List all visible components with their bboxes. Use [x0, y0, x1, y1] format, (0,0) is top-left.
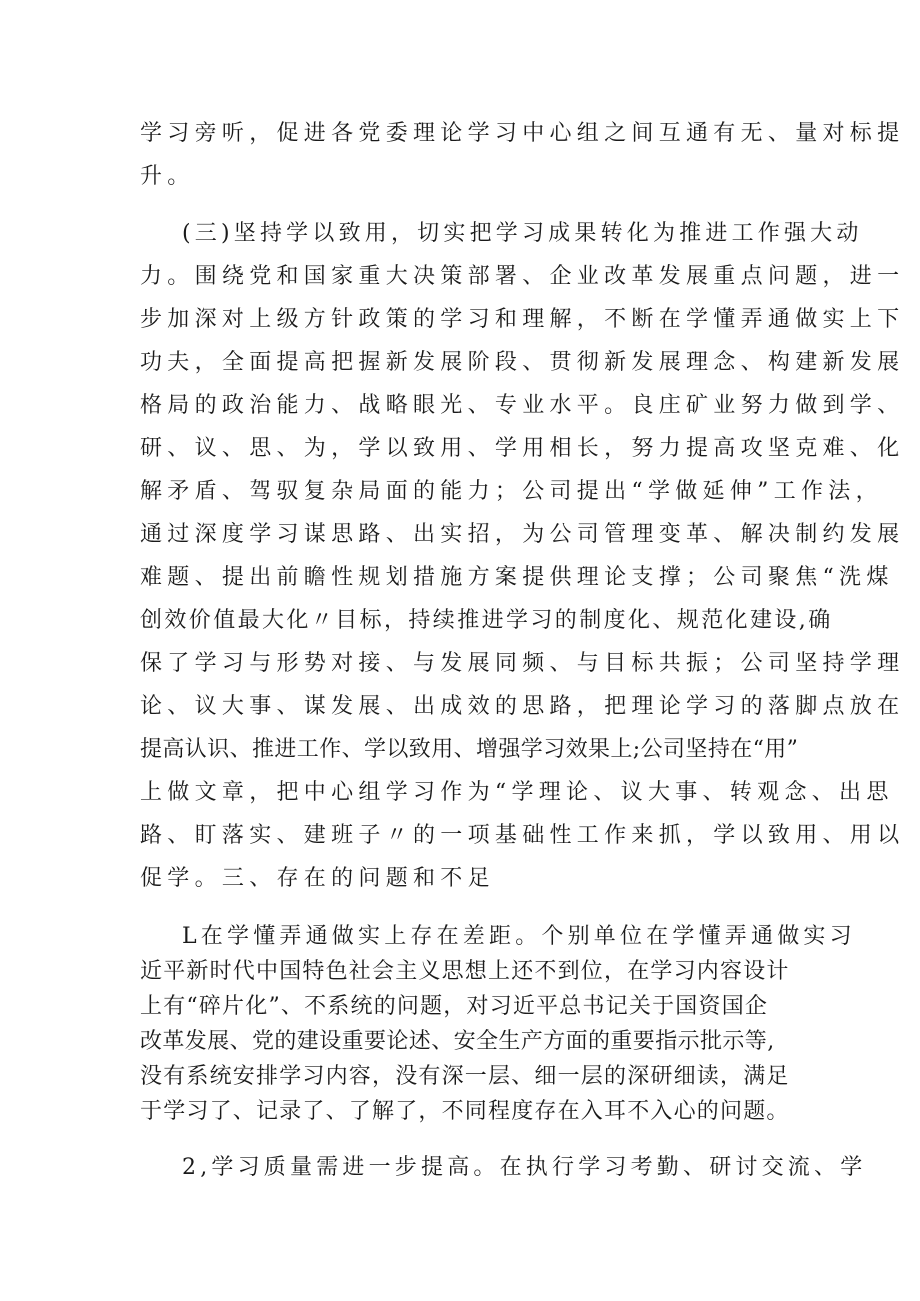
text-line: L在学懂弄通做实上存在差距。个别单位在学懂弄通做实习 [182, 924, 856, 949]
text-line: 升。 [140, 164, 195, 189]
text-line: 学习旁听，促进各党委理论学习中心组之间互通有无、量对标提 [140, 121, 905, 146]
text-line: 路、盯落实、建班子〃的一项基础性工作来抓，学以致用、用以 [140, 823, 905, 848]
text-line: 近平新时代中国特色社会主义思想上还不到位，在学习内容设计 [140, 959, 790, 984]
text-line: 上做文章，把中心组学习作为“学理论、议大事、转观念、出思 [140, 780, 894, 805]
text-line: 难题、提出前瞻性规划措施方案提供理论支撑；公司聚焦“洗煤 [140, 565, 894, 590]
text-line: 研、议、思、为，学以致用、学用相长，努力提高攻坚克难、化 [140, 436, 905, 461]
text-line: 改革发展、党的建设重要论述、安全生产方面的重要指示批示等, [140, 1029, 775, 1054]
text-line: 步加深对上级方针政策的学习和理解，不断在学懂弄通做实上下 [140, 307, 905, 332]
text-line: 提高认识、推进工作、学以致用、增强学习效果上;公司坚持在“用” [140, 737, 799, 762]
text-line: 格局的政治能力、战略眼光、专业水平。良庄矿业努力做到学、 [140, 393, 905, 418]
text-line: 功夫，全面提高把握新发展阶段、贯彻新发展理念、构建新发展 [140, 350, 905, 375]
text-line: 促学。三、存在的问题和不足 [140, 866, 495, 891]
text-line: 上有“碎片化”、不系统的问题，对习近平总书记关于国资国企 [140, 994, 769, 1019]
text-line: 通过深度学习谋思路、出实招，为公司管理变革、解决制约发展 [140, 522, 905, 547]
text-line: 保了学习与形势对接、与发展同频、与目标共振；公司坚持学理 [140, 651, 905, 676]
text-line: 论、议大事、谋发展、出成效的思路，把理论学习的落脚点放在 [140, 694, 905, 719]
text-line: (三)坚持学以致用，切实把学习成果转化为推进工作强大动 [182, 221, 863, 246]
text-line: 没有系统安排学习内容，没有深一层、细一层的深研细读，满足 [140, 1064, 790, 1089]
text-line: 解矛盾、驾驭复杂局面的能力；公司提出“学做延伸”工作法， [140, 479, 883, 504]
text-line: 力。围绕党和国家重大决策部署、企业改革发展重点问题，进一 [140, 264, 905, 289]
text-line: 于学习了、记录了、了解了，不同程度存在入耳不入心的问题。 [140, 1099, 790, 1124]
text-line: 创效价值最大化〃目标，持续推进学习的制度化、规范化建设,确 [140, 608, 833, 633]
text-line: 2,学习质量需进一步提高。在执行学习考勤、研讨交流、学 [182, 1155, 867, 1180]
